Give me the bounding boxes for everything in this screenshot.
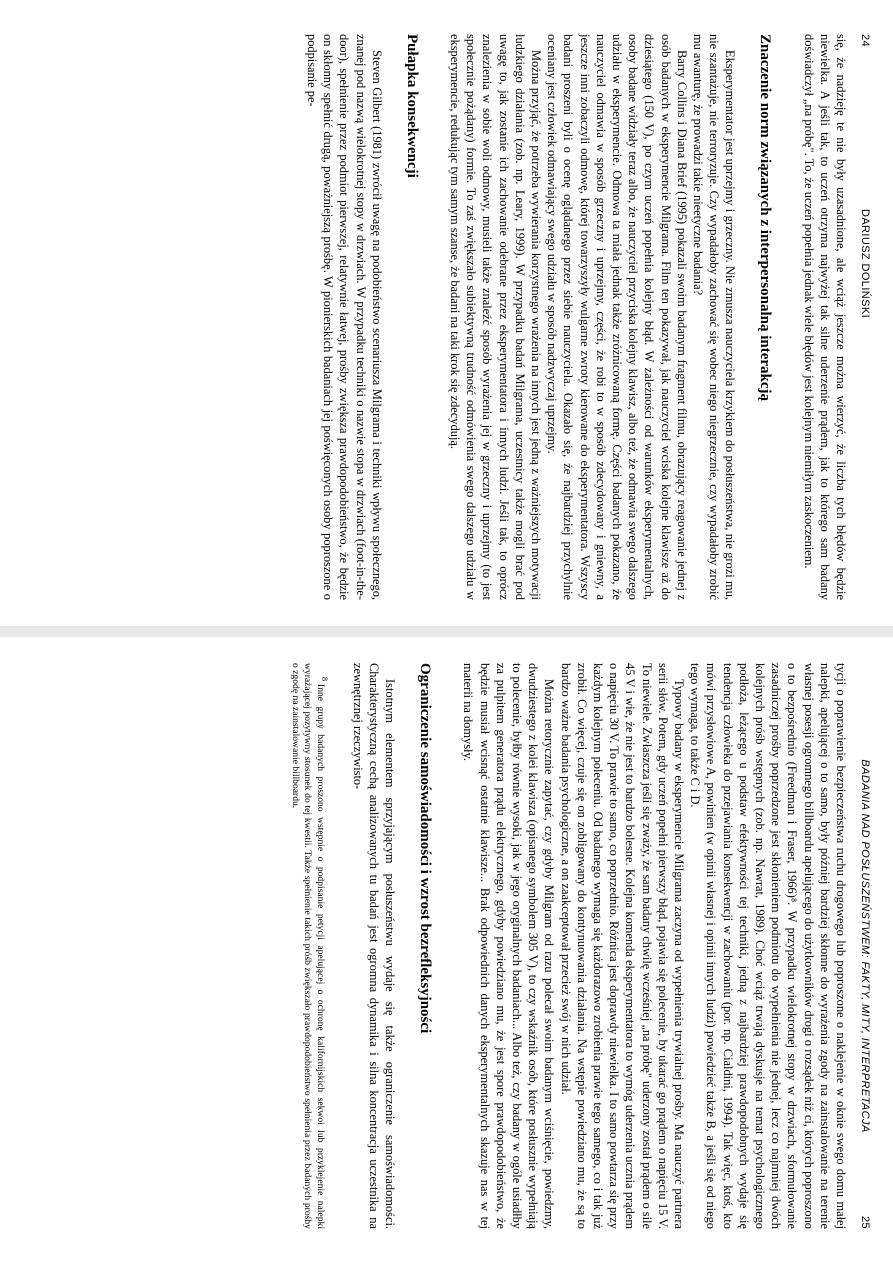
section-heading-norms: Znaczenie norm związanych z interpersonalną interakcją — [757, 34, 774, 402]
left-page — [0, 0, 893, 626]
book-gutter — [0, 626, 893, 637]
footnote-mark: 8 — [319, 677, 329, 681]
paragraph: Typowy badany w eksperymencie Milgrama zaczyna od wypełnienia trywialnej prośby. Ma nauczyć partnera serii słów. Potem, gdy uczeń popełni pierwszy błąd, pojawia się polecenie, by ukarać go prądem o napięciu 15 V. To niewiele. Zwłaszcza jeśli się zważy, że sam badany chwilę wcześniej „na próbę" uderzony został prądem o sile 45 V i wie, że nie jest to bardzo bolesne. Kolejna komenda eksperymentatora to wymóg uderzenia ucznia prądem o napięciu 30 V. To prawie to samo, co poprzednio. Różnica jest doprawdy niewielka. I to samo powtarza się przy każdym kolejnym poleceniu. Od badanego wymaga się każdorazowo zrobienia prawie tego samego, co i tak już zrobił. Co więcej, czuje się on zobligowany do kontynuowania działania. Na wstępie powiedziano mu, że są to bardzo ważne badania psychologiczne, a on zaakceptował przecież swój w nich udział. — [558, 663, 686, 1229]
footnote-text: Inne grupy badanych proszono wstępnie o podpisanie petycji apelującej o ochronę kalifornijskich sekwoi lub przyklejenie nalepki wyrażającej pozytywny stosunek do tej kwestii. Także spełnienie takich próśb zwiększało prawdopodobieństwo spełnienia przez badanych prośby o zgodę na zainstalowanie billboardu. — [290, 663, 326, 1229]
paragraph: Można retorycznie zapytać, czy gdyby Milgram od razu polecał swoim badanym wciśnięcie, powiedzmy, dwudziestego z kolei klawisza (opisanego symbolem 305 V), to czy wskaźnik osób, które posłusznie wypełniają to polecenie, byłby równie wysoki, jak w jego oryginalnych badaniach... Albo też, czy badany w ogóle usiadłby za pulpitem generatora prądu elektrycznego, gdyby powiedziano mu, że jest spore prawdopodobieństwo, że będzie musiał wcisnąć ostatnie klawisze... Brak odpowiednich danych eksperymentalnych skazuje nas w tej materii na domysły. — [461, 663, 557, 1229]
paragraph: się, że nadzieję te nie były uzasadnione, ale wciąż jeszcze można wierzyć, że liczba tych błędów będzie niewielka. A jeśli tak, to uczeń otrzyma najwyżej tak silne uderzenie prądem, jak to którego sam badany doświadczył „na próbę". To, że uczeń popełnia jednak wiele błędów jest kolejnym niemiłym zaskoczeniem. — [801, 34, 848, 600]
left-running-head — [859, 34, 871, 600]
paragraph: Istotnym elementem sprzyjającym posłuszeństwu wydaje się także ograniczenie samoświadomości. Charakterystyczną cechą analizowanych tu badań jest ogromna dynamika i silna koncentracja uczestnika na zewnętrznej rzeczywisto- — [350, 663, 398, 1229]
paragraph: Barry Collins i Diana Brief (1995) pokazali swoim badanym fragment filmu, obrazujący reagowanie jednej z osób badanych w eksperymencie Milgrama. Film ten pokazywał, jak nauczyciel wciska kolejne klawisze aż do dziesiątego (150 V), po czym uczeń popełnia kolejny błąd. W zależności od warunków eksperymentalnych, osoby badane widziały teraz albo, że nauczyciel przyciska kolejny klawisz, albo też, że odmawia swego dalszego udziału w eksperymencie. Odmowa ta miała jednak także zróżnicowaną formę. Części badanych pokazano, że nauczyciel odmawia w sposób grzeczny i uprzejmy, części, że robi to w sposób zdecydowany i gniewny, a jeszcze inni zobaczyli odmowę, której towarzyszyły wulgarne zwroty kierowane do eksperymentatora. Wszyscy badani proszeni byli o ocenę oglądanego przez siebie nauczyciela. Okazało się, że najbardziej przychylnie oceniany jest człowiek odmawiający swego udziału w sposób nadzwyczaj uprzejmy. — [545, 34, 689, 600]
section-heading-self-awareness: Ograniczenie samoświadomości i wzrost bezrefleksyjności — [417, 663, 434, 1034]
right-page — [0, 637, 893, 1263]
page-number-left: 24 — [859, 34, 871, 48]
chapter-header: BADANIA NAD POSŁUSZEŃSTWEM: FAKTY, MITY, INTERPRETACJA — [859, 759, 871, 1133]
section-heading-consistency-trap: Pułapka konsekwencji — [403, 34, 420, 178]
paragraph: tycji o poprawienie bezpieczeństwa ruchu drogowego lub poproszone o naklejenie w oknie swego domu małej nalepki, apelującej o to samo, były później bardziej skłonne do wyrażenia zgody na zainstalowanie na terenie własnej posesji ogromnego billboardu apelującego do użytkowników drogi o rozsądek niż ci, których poproszono o to bezpośrednio (Freedman i Fraser, 1966)⁸. W przypadku wielokrotnej stopy w drzwiach, sformułowanie zasadniczej prośby poprzedzone jest skłonieniem podmiotu do wypełnienia nie jednej, lecz co najmniej dwóch kolejnych próśb wstępnych (zob. np. Nawrat, 1989). Choć wciąż trwają dyskusje na temat psychologicznego podłoża, leżącego u podstaw efektywności tej techniki, jedną z najbardziej prawdopodobnych wydaje się tendencja człowieka do przejawiania konsekwencji w zachowaniu (por. np. Cialdini, 1994). Tak więc, ktoś, kto mówi przysłowiowe A, powinien (w opinii własnej i opinii innych ludzi) powiedzieć także B, a jeśli się od niego tego wymaga, to także C i D. — [688, 663, 848, 1229]
author-header: DARIUSZ DOLIŃSKI — [859, 208, 871, 319]
paragraph: Steven Gilbert (1981) zwrócił uwagę na podobieństwo scenariusza Milgrama i techniki wpływu społecznego, znanej pod nazwą wielokrotnej stopy w drzwiach. W przypadku techniki o nazwie stopa w drzwiach (foot-in-the-door), spełnienie przez podmiot pierwszej, relatywnie łatwej, prośby zwiększa prawdopodobieństwo, że będzie on skłonny spełnić drugą, poważniejszą prośbę. W pionierskich badaniach jej poświęconych osoby poproszone o podpisanie pe- — [304, 34, 384, 600]
page-number-right: 25 — [859, 1215, 871, 1229]
paragraph: Można przyjąć, że potrzeba wywierania korzystnego wrażenia na innych jest jedną z ważniejszych motywacji ludzkiego działania (zob. np. Leary, 1999). W przypadku badań Milgrama, uczestnicy także mogli brać pod uwagę to, jak zostanie ich zachowanie odebrane przez eksperymentatora i innych ludzi. Jeśli tak, to oprócz znalezienia w sobie woli odmowy, musieli także znaleźć sposób wyrażenia jej w grzeczny i uprzejmy (to jest społecznie pożądany) formie. To zaś zwiększało subiektywną trudność odmówienia swego dalszego udziału w eksperymencie, redukując tym samym szanse, że badani na taki krok się zdecydują. — [447, 34, 543, 600]
footnote — [289, 663, 329, 1229]
footnotes — [289, 663, 329, 1229]
paragraph: Eksperymentator jest uprzejmy i grzeczny. Nie zmusza nauczyciela krzykiem do posłuszeństwa, nie grozi mu, nie szantażuje, nie terroryzuje. Czy wypadałoby zachować się wobec niego niegrzecznie, czy wypadałoby zrobić mu awanturę, że prowadzi takie nieetyczne badania? — [690, 34, 738, 600]
right-running-head — [859, 663, 871, 1229]
